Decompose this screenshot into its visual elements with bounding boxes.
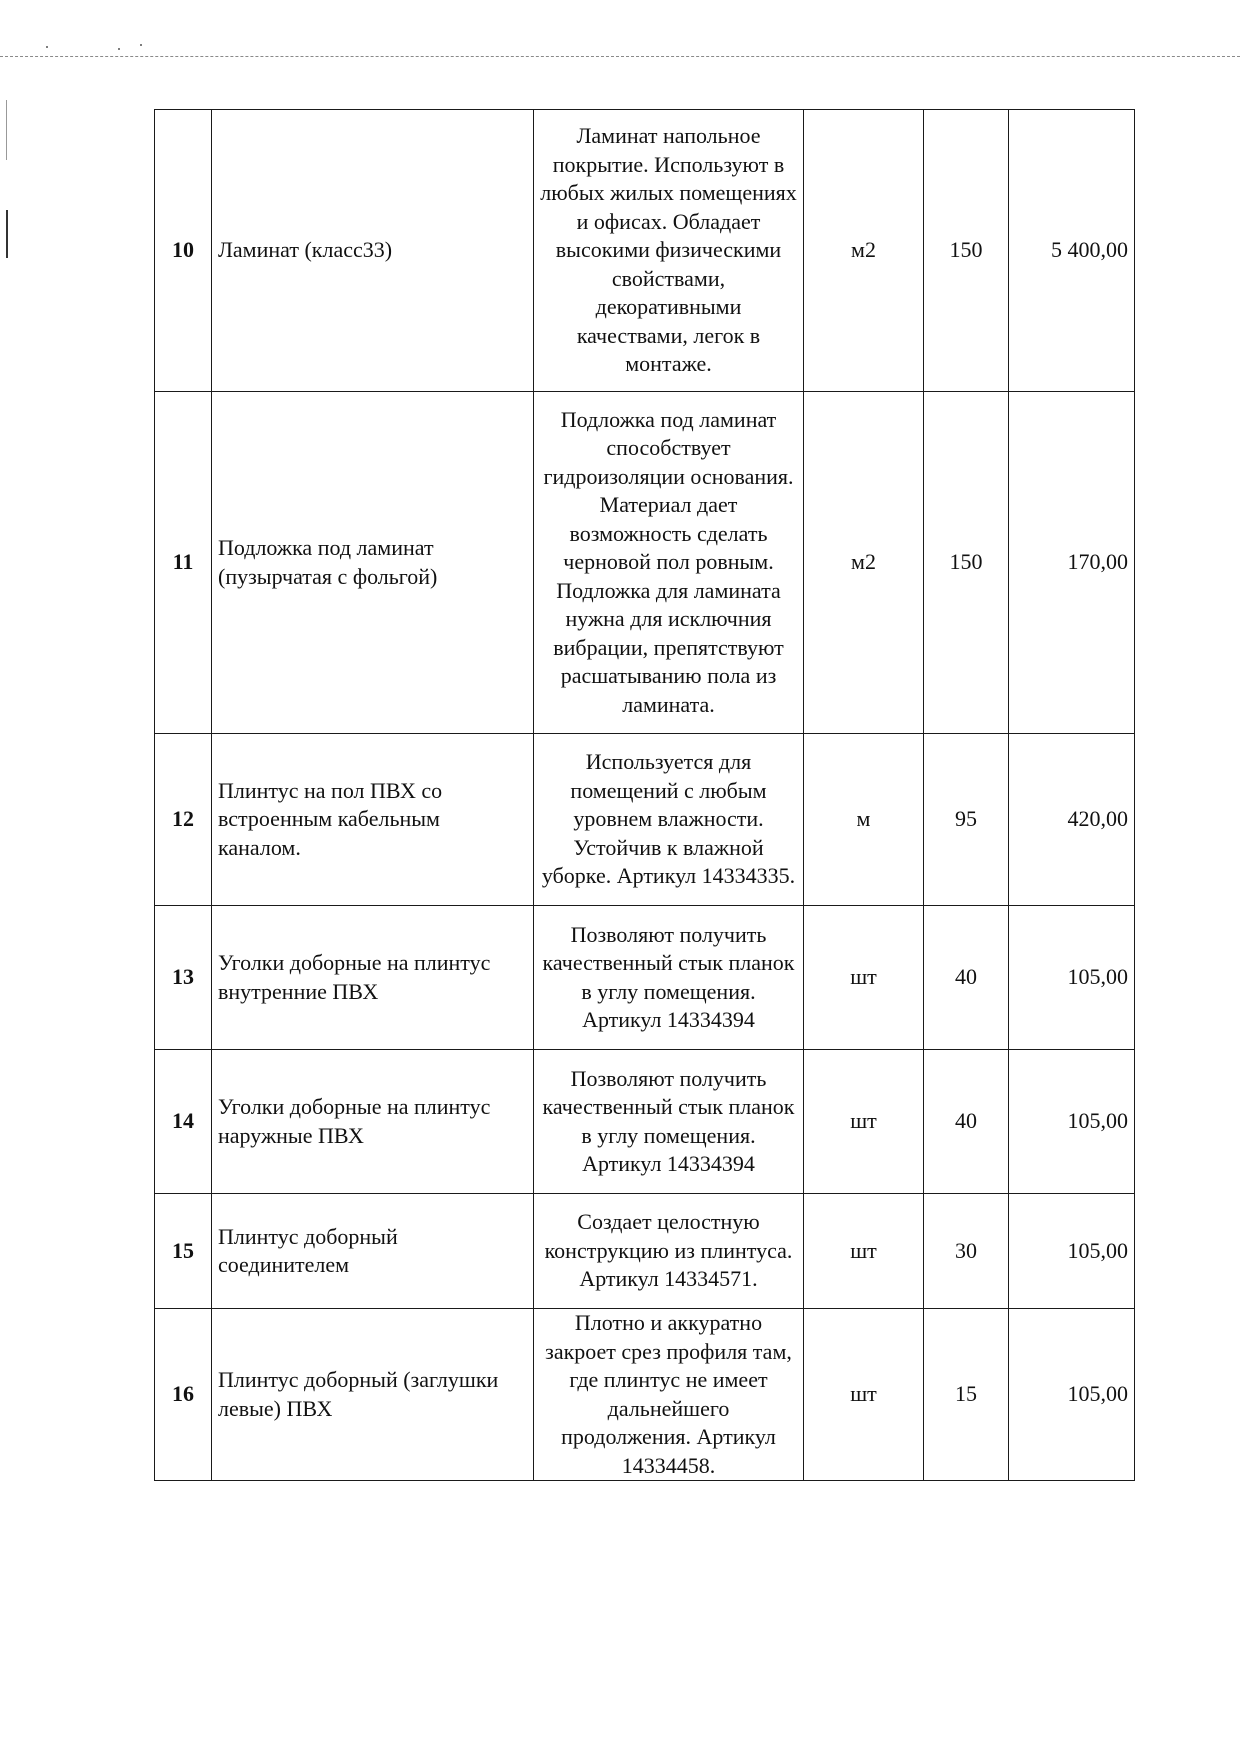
- table-row: [155, 906, 1135, 1050]
- scan-speck: [46, 46, 48, 48]
- table-row: [155, 110, 1135, 392]
- row-number: 13: [155, 906, 212, 1050]
- item-description: Подложка под ламинат способствует гидроизоляции основания. Материал дает возможность сделать черновой пол ровным. Подложка для ламината нужна для исключния вибрации, препятствуют расшатыванию пола из ламината.: [534, 392, 804, 734]
- item-description: Используется для помещений с любым уровнем влажности. Устойчив к влажной уборке. Артикул 14334335.: [534, 734, 804, 906]
- specification-table: [154, 109, 1135, 1481]
- item-price: 105,00: [1009, 906, 1135, 1050]
- item-description: Плотно и аккуратно закроет срез профиля там, где плинтус не имеет дальнейшего продолжения. Артикул 14334458.: [534, 1309, 804, 1481]
- item-quantity: 40: [924, 906, 1009, 1050]
- item-quantity: 15: [924, 1309, 1009, 1481]
- item-name: Плинтус доборный соединителем: [212, 1194, 534, 1309]
- table-row: [155, 1194, 1135, 1309]
- table-row: [155, 392, 1135, 734]
- row-number: 16: [155, 1309, 212, 1481]
- item-price: 105,00: [1009, 1050, 1135, 1194]
- item-unit: шт: [804, 1194, 924, 1309]
- scan-speck: [140, 44, 142, 46]
- item-unit: шт: [804, 1050, 924, 1194]
- table-row: [155, 734, 1135, 906]
- scan-fold-line: [0, 56, 1240, 57]
- item-price: 105,00: [1009, 1309, 1135, 1481]
- item-name: Плинтус доборный (заглушки левые) ПВХ: [212, 1309, 534, 1481]
- scan-margin-mark: [6, 210, 8, 258]
- item-unit: м2: [804, 392, 924, 734]
- row-number: 14: [155, 1050, 212, 1194]
- item-name: Уголки доборные на плинтус внутренние ПВХ: [212, 906, 534, 1050]
- table-row: [155, 1309, 1135, 1481]
- row-number: 12: [155, 734, 212, 906]
- item-description: Позволяют получить качественный стык планок в углу помещения. Артикул 14334394: [534, 906, 804, 1050]
- row-number: 10: [155, 110, 212, 392]
- item-quantity: 150: [924, 110, 1009, 392]
- item-unit: м: [804, 734, 924, 906]
- item-name: Уголки доборные на плинтус наружные ПВХ: [212, 1050, 534, 1194]
- item-price: 420,00: [1009, 734, 1135, 906]
- item-unit: шт: [804, 1309, 924, 1481]
- item-unit: м2: [804, 110, 924, 392]
- scan-margin-mark: [6, 100, 7, 160]
- item-quantity: 150: [924, 392, 1009, 734]
- item-name: Плинтус на пол ПВХ со встроенным кабельным каналом.: [212, 734, 534, 906]
- item-price: 5 400,00: [1009, 110, 1135, 392]
- item-description: Ламинат напольное покрытие. Используют в любых жилых помещениях и офисах. Обладает высокими физическими свойствами, декоративными качествами, легок в монтаже.: [534, 110, 804, 392]
- item-quantity: 40: [924, 1050, 1009, 1194]
- row-number: 11: [155, 392, 212, 734]
- item-unit: шт: [804, 906, 924, 1050]
- item-name: Ламинат (класс33): [212, 110, 534, 392]
- item-price: 105,00: [1009, 1194, 1135, 1309]
- row-number: 15: [155, 1194, 212, 1309]
- table-row: [155, 1050, 1135, 1194]
- item-description: Позволяют получить качественный стык планок в углу помещения. Артикул 14334394: [534, 1050, 804, 1194]
- item-name: Подложка под ламинат (пузырчатая с фольгой): [212, 392, 534, 734]
- scan-speck: [118, 48, 120, 50]
- item-quantity: 30: [924, 1194, 1009, 1309]
- item-description: Создает целостную конструкцию из плинтуса. Артикул 14334571.: [534, 1194, 804, 1309]
- item-price: 170,00: [1009, 392, 1135, 734]
- item-quantity: 95: [924, 734, 1009, 906]
